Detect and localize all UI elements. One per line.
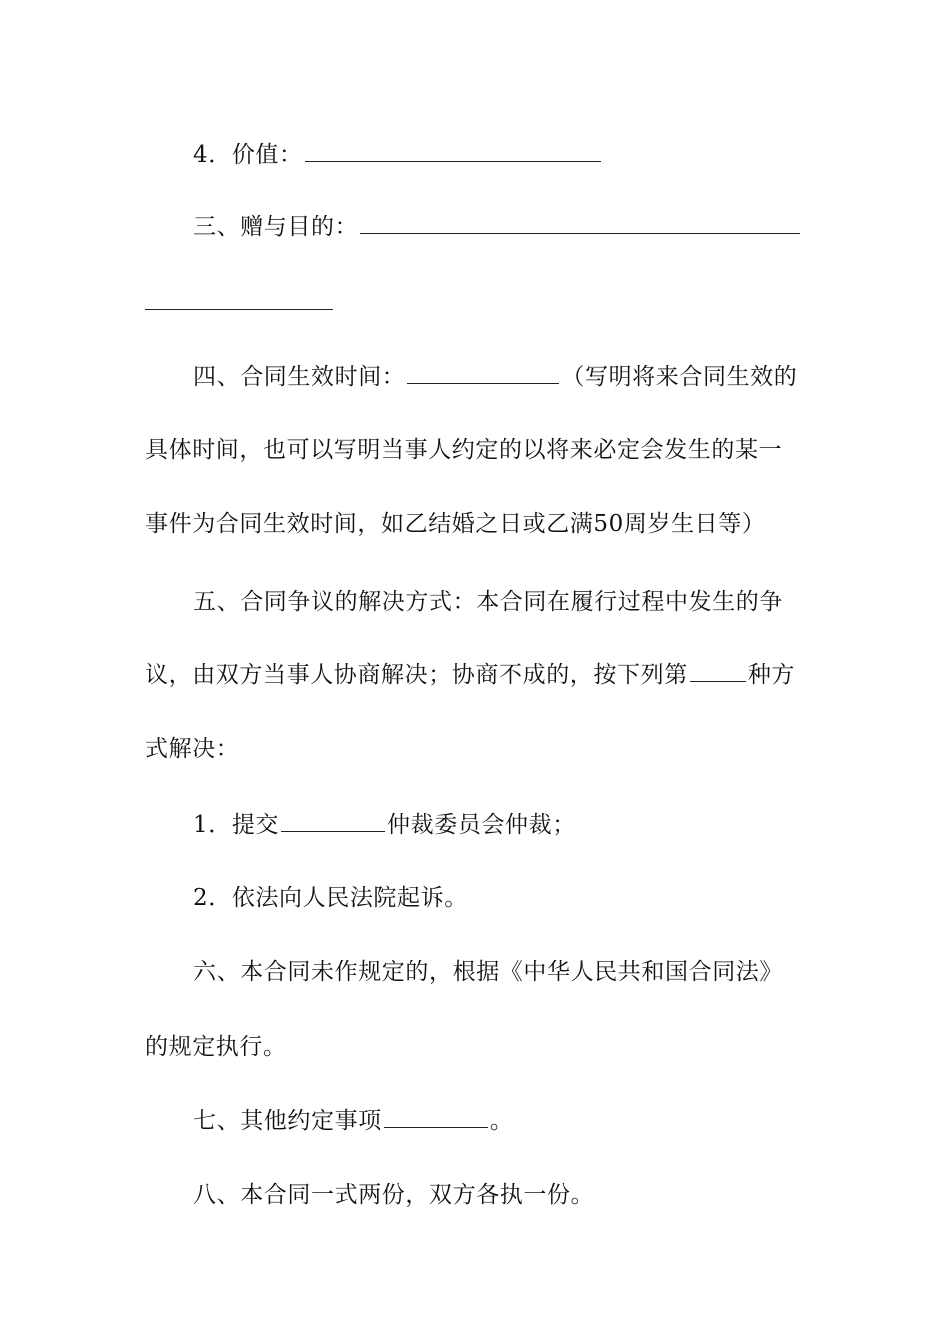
effective-time-blank [407, 363, 559, 384]
paragraph-text: 六、本合同未作规定的，根据《中华人民共和国合同法》 [193, 959, 783, 985]
paragraph-text: 具体时间，也可以写明当事人约定的以将来必定会发生的某一 [145, 437, 783, 463]
effective-time-line [193, 362, 810, 392]
effective-time-label: 四、合同生效时间： [193, 364, 406, 390]
applicable-law-line [193, 957, 810, 987]
effective-time-note: （写明将来合同生效的 [561, 364, 798, 390]
other-matters-blank [384, 1107, 488, 1128]
copies-line [193, 1180, 810, 1210]
paragraph-line [145, 509, 810, 539]
method-number-blank [690, 661, 746, 682]
other-matters-line [193, 1106, 810, 1136]
option-text: 2．依法向人民法院起诉。 [193, 885, 468, 911]
gift-purpose-line [193, 212, 810, 242]
gift-purpose-blank-2 [145, 289, 333, 310]
gift-purpose-continuation [145, 288, 810, 318]
paragraph-text: 五、合同争议的解决方式：本合同在履行过程中发生的争 [193, 589, 783, 615]
paragraph-line [145, 660, 810, 690]
item-value-line [193, 140, 810, 170]
other-matters-label: 七、其他约定事项 [193, 1108, 382, 1134]
option-text: 仲裁委员会仲裁； [387, 812, 576, 838]
dispute-resolution-line [193, 587, 810, 617]
paragraph-text: 的规定执行。 [145, 1034, 287, 1060]
paragraph-text: 种方 [747, 662, 796, 688]
paragraph-text: 。 [489, 1108, 514, 1134]
item-value-label: 4．价值： [193, 142, 303, 168]
gift-purpose-label: 三、赠与目的： [193, 214, 359, 240]
arbitration-option-line [193, 810, 810, 840]
gift-purpose-blank [360, 213, 800, 234]
lawsuit-option-line [193, 883, 810, 913]
paragraph-text: 事件为合同生效时间，如乙结婚之日或乙满50周岁生日等） [145, 511, 766, 537]
paragraph-text: 议，由双方当事人协商解决；协商不成的，按下列第 [145, 662, 688, 688]
arbitration-committee-blank [281, 811, 385, 832]
paragraph-line [145, 1032, 810, 1062]
value-blank [305, 141, 601, 162]
paragraph-line [145, 734, 810, 764]
paragraph-text: 八、本合同一式两份，双方各执一份。 [193, 1182, 595, 1208]
paragraph-line [145, 435, 810, 465]
paragraph-text: 式解决： [145, 736, 240, 762]
option-label: 1．提交 [193, 812, 280, 838]
